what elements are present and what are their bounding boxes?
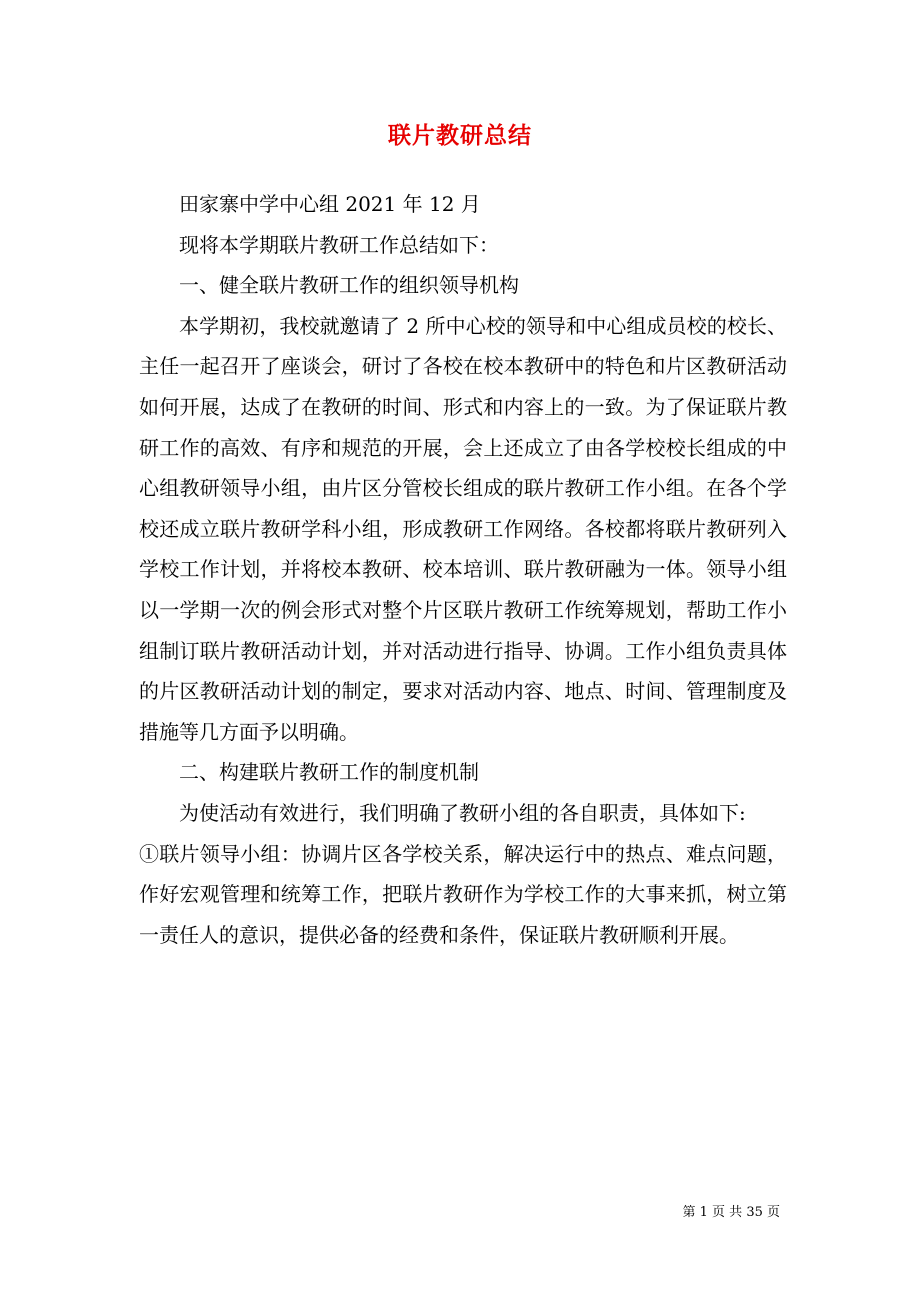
body-paragraph-2: 为使活动有效进行，我们明确了教研小组的各自职责，具体如下: [179, 800, 746, 825]
page-number: 第 1 页 共 35 页 [682, 1205, 780, 1220]
document-body [139, 184, 787, 955]
section-heading-2: 二、构建联片教研工作的制度机制 [179, 760, 479, 785]
author-date-line: 田家寨中学中心组 2021 年 12 月 [179, 192, 481, 216]
intro-paragraph: 现将本学期联片教研工作总结如下： [179, 232, 499, 257]
section-heading-1: 一、健全联片教研工作的组织领导机构 [179, 273, 519, 298]
body-paragraph-1: 本学期初，我校就邀请了 2 所中心校的领导和中心组成员校的校长、主任一起召开了座谈会，研讨了各校在校本教研中的特色和片区教研活动如何开展，达成了在教研的时间、形式和内容上的一致。为了保证联片教研工作的高效、有序和规范的开展，会上还成立了由各学校校长组成的中心组教研领导小组，由片区分管校长组成的联片教研工作小组。在各个学校还成立联片教研学科小组，形成教研工作网络。各校都将联片教研列入学校工作计划，并将校本教研、校本培训、联片教研融为一体。领导小组以一学期一次的例会形式对整个片区联片教研工作统筹规划，帮助工作小组制订联片教研活动计划，并对活动进行指导、协调。工作小组负责具体的片区教研活动计划的制定，要求对活动内容、地点、时间、管理制度及措施等几方面予以明确。 [139, 313, 787, 744]
body-paragraph-3: ①联片领导小组：协调片区各学校关系，解决运行中的热点、难点问题，作好宏观管理和统筹工作，把联片教研作为学校工作的大事来抓，树立第一责任人的意识，提供必备的经费和条件，保证联片教研顺利开展。 [139, 841, 787, 947]
document-title: 联片教研总结 [388, 122, 532, 149]
